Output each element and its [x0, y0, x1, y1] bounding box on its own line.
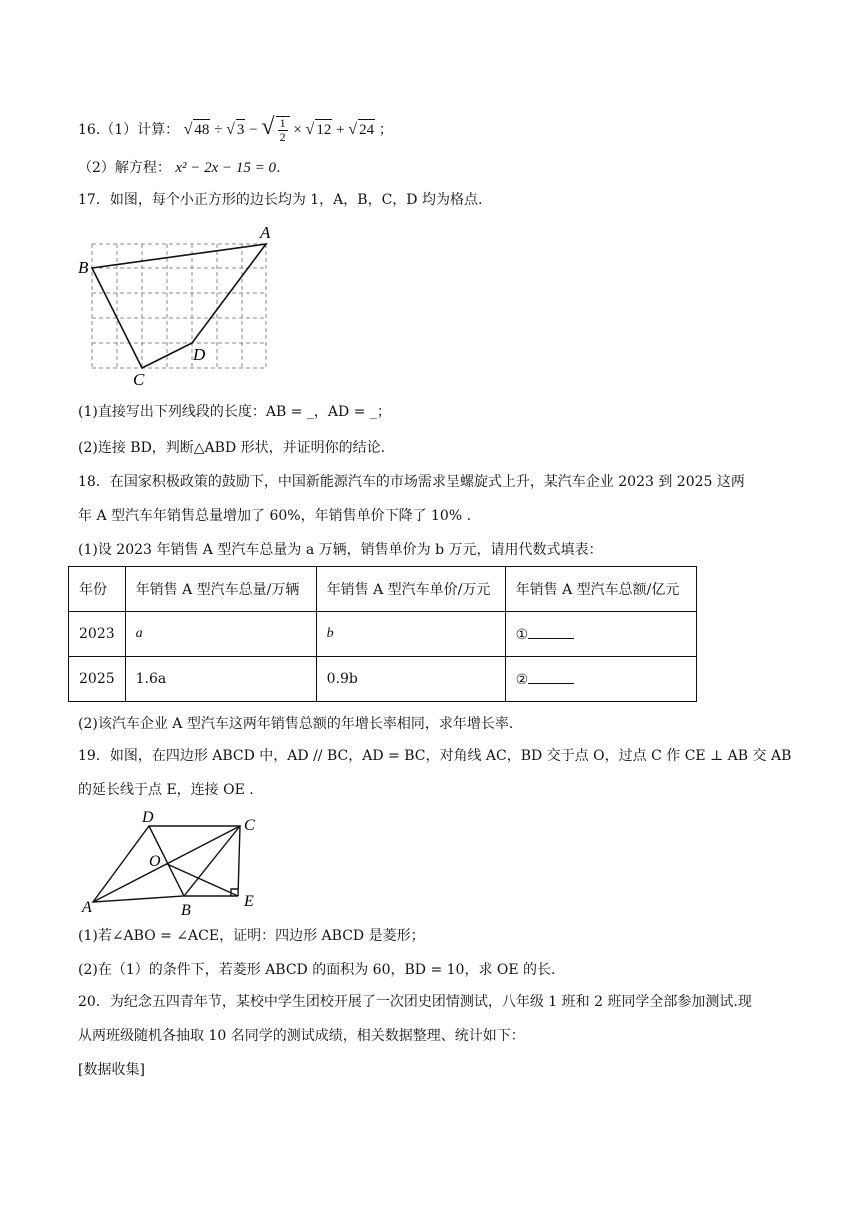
q19-figure [80, 808, 270, 918]
table-cell: a [125, 612, 316, 657]
table-header-cell: 年销售 A 型汽车单价/万元 [316, 567, 505, 612]
q18-table [68, 566, 697, 702]
table-cell: 0.9b [316, 657, 505, 702]
table-header-cell: 年份 [69, 567, 126, 612]
table-header-cell: 年销售 A 型汽车总额/亿元 [505, 567, 696, 612]
q19-part2: (2)在（1）的条件下，若菱形 ABCD 的面积为 60，BD = 10，求 OE 的长. [78, 962, 556, 978]
q17-part2: (2)连接 BD，判断△ABD 形状，并证明你的结论. [78, 440, 386, 456]
q18-part1: (1)设 2023 年销售 A 型汽车总量为 a 万辆，销售单价为 b 万元，请用代数式填表： [78, 542, 603, 558]
q17-label-B: B [78, 258, 89, 277]
q20-stem-line2: 从两班级随机各抽取 10 名同学的测试成绩，相关数据整理、统计如下： [78, 1028, 525, 1044]
q19-label-D: D [142, 809, 154, 826]
q16-line2-prefix: （2）解方程： [78, 160, 171, 176]
q19-diagonal-AC [93, 826, 240, 902]
q17-label-A: A [260, 224, 271, 242]
q16-line2 [78, 158, 281, 178]
table-header-cell: 年销售 A 型汽车总量/万辆 [125, 567, 316, 612]
q19-label-A: A [82, 899, 92, 916]
table-row [69, 657, 697, 702]
table-header-row [69, 567, 697, 612]
q20-section-heading: [数据收集] [78, 1062, 145, 1078]
table-row [69, 612, 697, 657]
q17-stem: 17．如图，每个小正方形的边长均为 1，A，B，C，D 均为格点. [78, 192, 483, 208]
q18-stem-line1: 18．在国家积极政策的鼓励下，中国新能源汽车的市场需求呈螺旋式上升，某汽车企业 2023 到 2025 这两 [78, 474, 745, 490]
table-cell: 2025 [69, 657, 126, 702]
table-cell: 1.6a [125, 657, 316, 702]
q19-label-B: B [181, 902, 191, 918]
q16-line1 [78, 113, 393, 144]
q16-equation: x² − 2x − 15 = 0 [175, 160, 277, 176]
q17-part1: (1)直接写出下列线段的长度：AB = _，AD = _； [78, 404, 391, 420]
q18-stem-line2: 年 A 型汽车年销售总量增加了 60%，年销售单价下降了 10% . [78, 508, 472, 524]
q19-label-O: O [149, 853, 161, 870]
q17-label-D: D [193, 345, 206, 364]
q19-stem-line1: 19．如图，在四边形 ABCD 中，AD // BC，AD = BC，对角线 AC，BD 交于点 O，过点 C 作 CE ⊥ AB 交 AB [78, 748, 792, 764]
q17-label-C: C [133, 370, 145, 388]
q19-segment-CE [238, 826, 240, 896]
q19-segment-OE [167, 864, 238, 896]
q16-line1-tail: ； [378, 121, 393, 138]
q19-label-E: E [244, 893, 254, 910]
table-cell-answer-blank: ② [505, 657, 696, 702]
q17-grid-figure [78, 224, 288, 388]
q19-label-C: C [244, 817, 255, 834]
q18-part2: (2)该汽车企业 A 型汽车这两年销售总额的年增长率相同，求年增长率. [78, 716, 514, 732]
table-cell: b [316, 612, 505, 657]
q16-expression: √ 48 ÷ √ 3 − √ $\frac{1}{2}$ × √ 12 + √ 24 [183, 113, 375, 144]
q19-part1: (1)若∠ABO = ∠ACE，证明：四边形 ABCD 是菱形； [78, 928, 425, 944]
table-cell-answer-blank: ① [505, 612, 696, 657]
q16-line1-prefix: 16.（1）计算： [78, 121, 180, 138]
q17-quadrilateral [92, 244, 266, 368]
q16-line2-tail: . [276, 160, 281, 176]
table-cell: 2023 [69, 612, 126, 657]
q20-stem-line1: 20．为纪念五四青年节，某校中学生团校开展了一次团史团情测试，八年级 1 班和 2 班同学全部参加测试.现 [78, 994, 752, 1010]
q19-stem-line2: 的延长线于点 E，连接 OE . [78, 782, 254, 798]
